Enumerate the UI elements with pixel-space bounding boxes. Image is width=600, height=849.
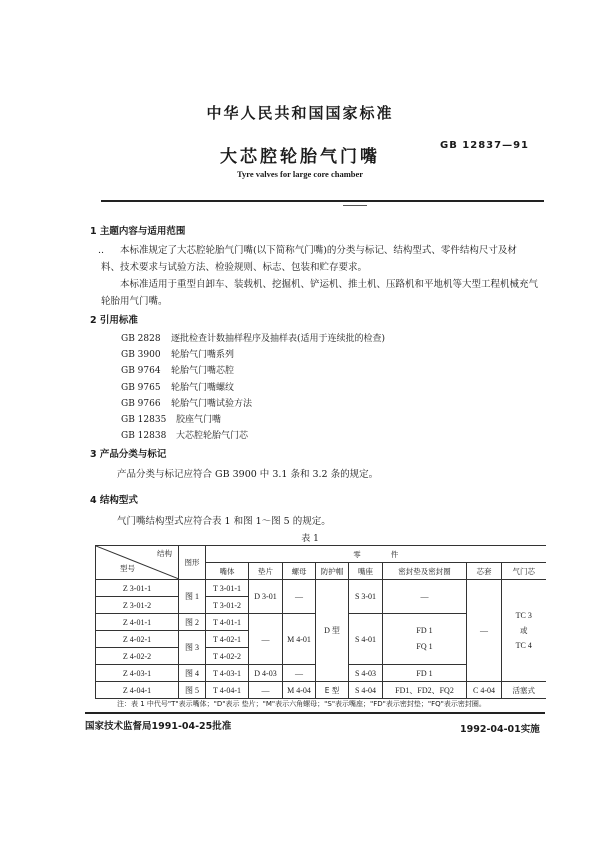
- cell-figure: 图 3: [179, 631, 206, 665]
- section-1-heading: 1 主题内容与适用范围: [90, 226, 186, 237]
- cell-gasket: D 4-03: [249, 665, 283, 682]
- cell-gasket: D 3-01: [249, 580, 283, 614]
- header-nut: 螺母: [283, 563, 316, 580]
- cell-seal: —: [383, 580, 467, 614]
- cell-model: Z 4-04-1: [96, 682, 179, 699]
- document-title: 大芯腔轮胎气门嘴: [220, 147, 380, 167]
- table-row: [96, 682, 546, 699]
- cell-gasket: —: [249, 682, 283, 699]
- corner-header: [96, 546, 179, 580]
- corner-header-structure: 结构: [157, 549, 172, 558]
- cell-body: T 4-03-1: [206, 665, 249, 682]
- header-gasket: 垫片: [249, 563, 283, 580]
- reference-item: GB 2828 逐批检查计数抽样程序及抽样表(适用于连续批的检查): [121, 334, 386, 344]
- cell-nut: —: [283, 665, 316, 682]
- document-title-english: Tyre valves for large core chamber: [236, 169, 364, 179]
- header-core: 气门芯: [502, 563, 546, 580]
- cell-figure: 图 1: [179, 580, 206, 614]
- cell-cap: E 型: [316, 682, 349, 699]
- section-2-heading: 2 引用标准: [90, 315, 138, 326]
- header-figure: 图形: [179, 546, 206, 580]
- cell-core: TC 3 或 TC 4: [502, 580, 546, 682]
- reference-item: GB 9764 轮胎气门嘴芯腔: [121, 366, 235, 377]
- section-1-para2-cont: 轮胎用气门嘴。: [101, 296, 168, 307]
- cell-body: T 3-01-1: [206, 580, 249, 597]
- section-1-para1: 本标准规定了大芯腔轮胎气门嘴(以下简称气门嘴)的分类与标记、结构型式、零件结构尺寸及材: [120, 245, 517, 256]
- reference-item: GB 9765 轮胎气门嘴螺纹: [121, 382, 235, 393]
- standard-code: GB 12837—91: [440, 140, 530, 151]
- cell-nut: M 4-04: [283, 682, 316, 699]
- cell-model: Z 4-03-1: [96, 665, 179, 682]
- reference-item: GB 12838 大芯腔轮胎气门芯: [121, 431, 249, 442]
- header-rule-mark: [343, 205, 367, 206]
- header-seal: 密封垫及密封圈: [383, 563, 467, 580]
- section-3-heading: 3 产品分类与标记: [90, 449, 167, 460]
- cell-body: T 4-02-2: [206, 648, 249, 665]
- cell-seat: S 4-01: [349, 614, 383, 665]
- footer-rule: [85, 712, 545, 714]
- cell-figure: 图 4: [179, 665, 206, 682]
- header-body: 嘴体: [206, 563, 249, 580]
- cell-model: Z 3-01-1: [96, 580, 179, 597]
- cell-model: Z 4-01-1: [96, 614, 179, 631]
- reference-item: GB 3900 轮胎气门嘴系列: [121, 350, 235, 361]
- section-3-para: 产品分类与标记应符合 GB 3900 中 3.1 条和 3.2 条的规定。: [117, 469, 379, 480]
- cell-body: T 4-01-1: [206, 614, 249, 631]
- cell-body: T 4-04-1: [206, 682, 249, 699]
- cell-seat: S 4-03: [349, 665, 383, 682]
- cell-nut: —: [283, 580, 316, 614]
- cell-sleeve: C 4-04: [467, 682, 502, 699]
- section-1-para2: 本标准适用于重型自卸车、装载机、挖掘机、铲运机、推土机、压路机和平地机等大型工程机械充气: [120, 279, 539, 290]
- table-row: [96, 580, 546, 597]
- table-note: 注：表 1 中代号"T"表示嘴体；"D"表示 垫片；"M"表示六角螺母；"S"表示嘴座；"FD"表示密封垫；"FQ"表示密封圈。: [117, 700, 486, 708]
- cell-model: Z 3-01-2: [96, 597, 179, 614]
- cell-seal: FD 1 FQ 1: [383, 614, 467, 665]
- cell-cap: D 型: [316, 580, 349, 682]
- reference-item: GB 9766 轮胎气门嘴试验方法: [121, 398, 253, 409]
- header-cap: 防护帽: [316, 563, 349, 580]
- cell-model: Z 4-02-2: [96, 648, 179, 665]
- cell-nut: M 4-01: [283, 614, 316, 665]
- table-caption: 表 1: [301, 534, 319, 544]
- header-seat: 嘴座: [349, 563, 383, 580]
- cell-body: T 3-01-2: [206, 597, 249, 614]
- cell-figure: 图 2: [179, 614, 206, 631]
- cell-gasket: —: [249, 614, 283, 665]
- cell-figure: 图 5: [179, 682, 206, 699]
- header-sleeve: 芯套: [467, 563, 502, 580]
- cell-body: T 4-02-1: [206, 631, 249, 648]
- cell-core: 活塞式: [502, 682, 546, 699]
- standard-body-heading: 中华人民共和国国家标准: [206, 104, 394, 122]
- cell-seat: S 3-01: [349, 580, 383, 614]
- cell-seal: FD1、FD2、FQ2: [383, 682, 467, 699]
- cell-model: Z 4-02-1: [96, 631, 179, 648]
- table-1: [95, 545, 546, 699]
- header-rule: [101, 200, 544, 202]
- section-4-para: 气门嘴结构型式应符合表 1 和图 1～图 5 的规定。: [117, 516, 331, 527]
- header-parts-group: 零 件: [206, 546, 546, 563]
- reference-list: [121, 331, 385, 444]
- corner-header-model: 型号: [120, 564, 135, 573]
- approval-line: 国家技术监督局1991-04-25批准: [85, 721, 232, 732]
- effective-date: 1992-04-01实施: [460, 724, 540, 735]
- section-1-para1-cont: 料、技术要求与试验方法、检验规则、标志、包装和贮存要求。: [101, 262, 368, 273]
- reference-item: GB 12835 胶座气门嘴: [121, 415, 222, 426]
- cell-sleeve: —: [467, 580, 502, 682]
- cell-seat: S 4-04: [349, 682, 383, 699]
- section-4-heading: 4 结构型式: [90, 495, 138, 506]
- section-1-marker: ..: [98, 245, 105, 256]
- cell-seal: FD 1: [383, 665, 467, 682]
